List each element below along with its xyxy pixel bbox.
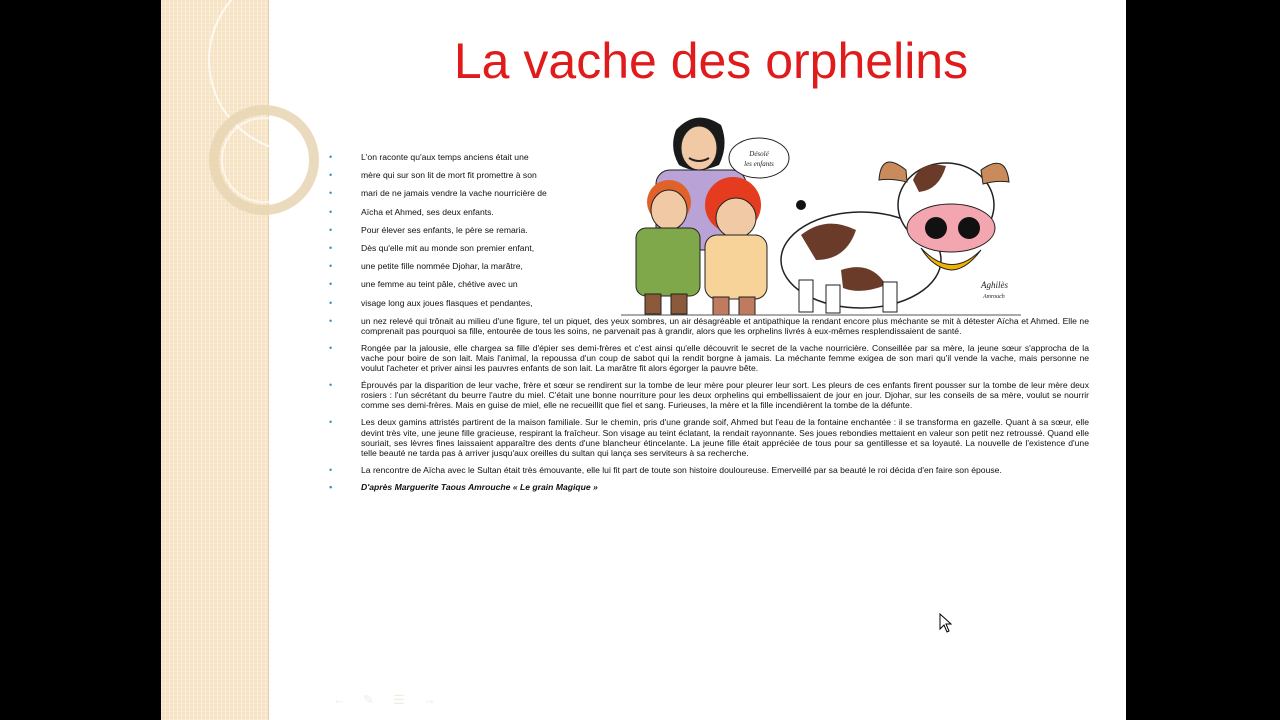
paragraph: • Les deux gamins attristés partirent de la maison familiale. Sur le chemin, pris d'une grande soif, Ahmed but l'eau de la fontaine enchantée : il se transforma en gazelle. Quant à sa sœur, elle devint très vite, une jeune fille gracieuse, respirant la fraîcheur. Son visage au teint éclatant, la rendait rayonnante. Ses joues rebondies mettaient en valeur son petit nez retroussé. Quand elle souriait, ses lèvres fines laissaient apparaître des dents d'une blancheur étincelante. La jeune fille était appréciée de tous pour sa gentillesse et sa loyauté. La nouvelle de l'existence d'une telle beauté ne tarda pas à arriver jusqu'aux oreilles du sultan qui lança ses serviteurs à sa recherche.	[329, 417, 1089, 457]
paragraph: • Rongée par la jalousie, elle chargea sa fille d'épier ses demi-frères et c'est ainsi qu'elle découvrit le secret de la vache nourricière. Conseillée par sa mère, la jeune sœur s'approcha de la vache pour boire de son lait. Mais l'animal, la repoussa d'un coup de sabot qui la rendit borgne à jamais. La méchante femme exigea de son mari qu'il vende la vache, mais personne ne voulut l'acheter et priver ainsi les pauvres enfants de son lait. La marâtre fit alors égorger la pauvre bête.	[329, 343, 1089, 373]
speech-bubble-line1: Désolé	[749, 150, 769, 158]
slide-title: La vache des orphelins	[453, 33, 969, 89]
short-line: • mère qui sur son lit de mort fit promettre à son	[329, 170, 581, 188]
paragraph: • Éprouvés par la disparition de leur vache, frère et sœur se rendirent sur la tombe de leur mère pour pleurer leur sort. Les pleurs de ces enfants firent pousser sur la tombe de leur mère deux rosiers : l'un sécrétant du beurre l'autre du miel. C'était une bonne nourriture pour les deux orphelins qui embellissaient de jour en jour. Djohar, sur les conseils de sa mère, voulut se nourrir comme ses demi-frères. Mais en guise de miel, elle ne recueillit que fiel et sang. Furieuses, la mère et la fille incendièrent la tombe de la défunte.	[329, 380, 1089, 410]
mouse-cursor-icon	[939, 613, 953, 633]
short-line: • L'on raconte qu'aux temps anciens était une	[329, 152, 581, 170]
next-arrow-icon[interactable]: →	[423, 692, 436, 707]
short-line: • visage long aux joues flasques et pendantes,	[329, 298, 581, 316]
paragraph: • un nez relevé qui trônait au milieu d'une figure, tel un piquet, des yeux sombres, un air désagréable et antipathique la rendant encore plus méchante se mit à détester Aïcha et Ahmed. Elle ne comprenait pas pourquoi sa fille, entourée de tous les soins, ne parvenait pas à grandir, alors que les orphelins livrés à eux-mêmes resplendissaient de santé.	[329, 316, 1089, 336]
slide	[161, 0, 1126, 720]
previous-arrow-icon[interactable]: ←	[333, 692, 346, 707]
short-line: • Dès qu'elle mit au monde son premier enfant,	[329, 243, 581, 261]
short-line: • une petite fille nommée Djohar, la marâtre,	[329, 261, 581, 279]
short-line: • une femme au teint pâle, chétive avec un	[329, 279, 581, 297]
speech-bubble-line2: les enfants	[744, 160, 774, 168]
short-line: • Pour élever ses enfants, le père se remaria.	[329, 225, 581, 243]
side-decor-stripe	[161, 0, 269, 720]
pen-icon[interactable]: ✎	[363, 692, 374, 707]
short-line: • mari de ne jamais vendre la vache nourricière de	[329, 188, 581, 206]
paragraph: • La rencontre de Aïcha avec le Sultan était très émouvante, elle lui fit part de toute son histoire douloureuse. Emerveillé par sa beauté le roi décida d'en faire son épouse.	[329, 465, 1089, 475]
bullet-list	[329, 152, 1089, 492]
short-line: • Aïcha et Ahmed, ses deux enfants.	[329, 207, 581, 225]
menu-icon[interactable]: ☰	[393, 692, 405, 707]
signature-line1: Aghilès	[981, 280, 1008, 290]
source-credit: • D'après Marguerite Taous Amrouche « Le grain Magique »	[329, 482, 1089, 492]
story-text	[329, 152, 1089, 492]
slide-nav-controls	[333, 694, 437, 706]
signature-line2: Amrouch	[983, 294, 1005, 300]
